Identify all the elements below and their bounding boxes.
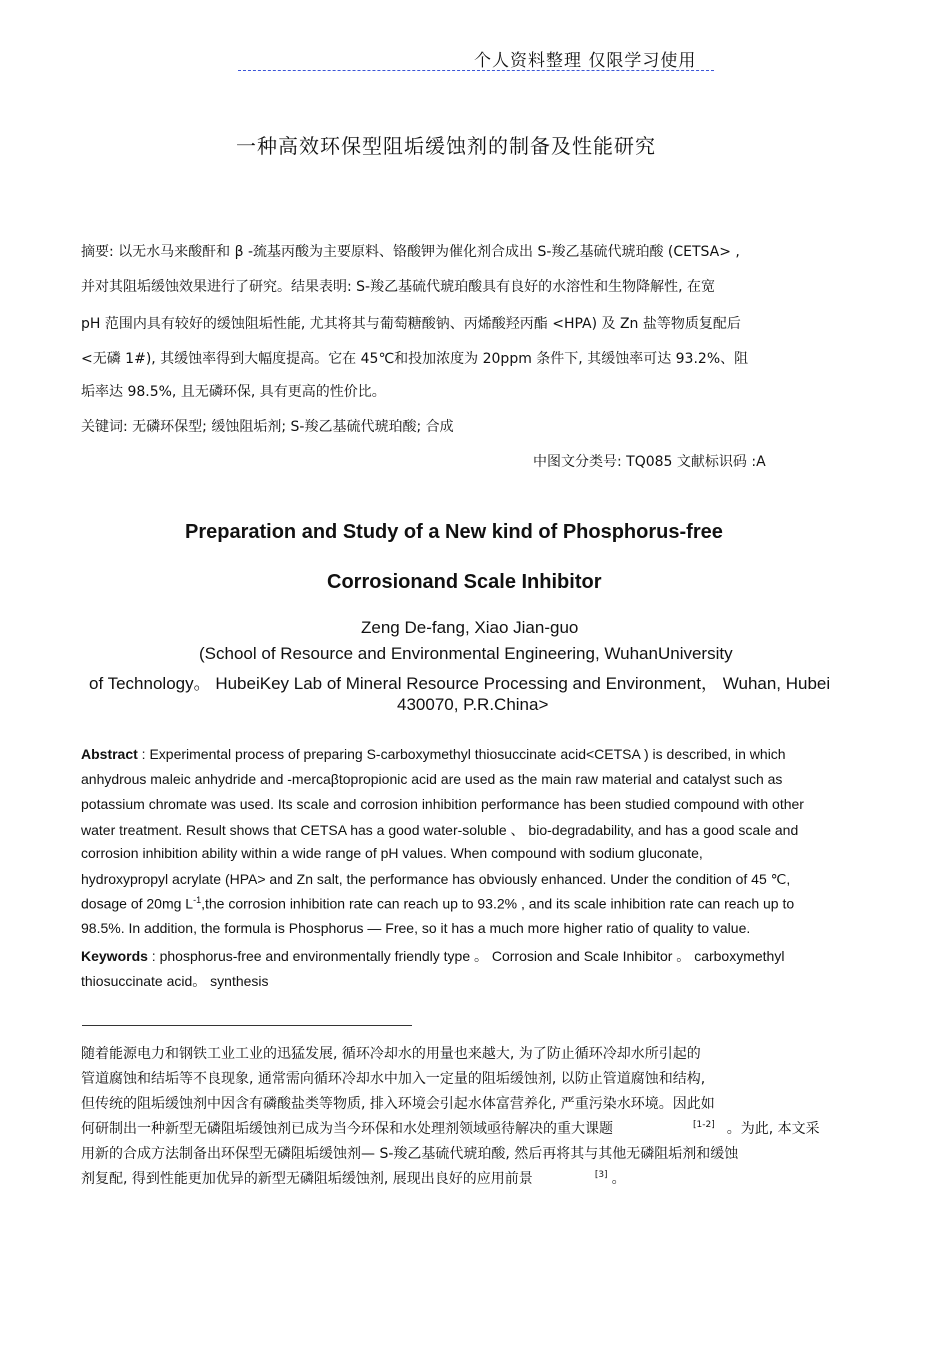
abstract-label: Abstract	[81, 746, 138, 762]
en-abstract-line	[81, 895, 794, 912]
superscript: -1	[193, 895, 202, 905]
cn-classification: 中图文分类号: TQ085 文献标识码 :A	[533, 454, 766, 470]
en-abstract-line: water treatment. Result shows that CETSA has a good water-soluble 、 bio-degradability, and has a good scale and	[81, 822, 799, 838]
cn-abstract-line: 并对其阻垢缓蚀效果进行了研究。结果表明: S-羧乙基硫代琥珀酸具有良好的水溶性和生物降解性, 在宽	[81, 279, 716, 295]
en-abstract-line: hydroxypropyl acrylate (HPA> and Zn salt, the performance has obviously enhanced. Under the condition of 45 ℃,	[81, 871, 791, 887]
affiliation-line2: of Technology。 HubeiKey Lab of Mineral Resource Processing and Environment， Wuhan, Hubei	[89, 674, 831, 693]
body-line: 用新的合成方法制备出环保型无磷阻垢缓蚀剂— S-羧乙基硫代琥珀酸, 然后再将其与其他无磷阻垢剂和缓蚀	[81, 1146, 739, 1162]
body-text: 何研制出一种新型无磷阻垢缓蚀剂已成为当今环保和水处理剂领域亟待解决的重大课题	[81, 1121, 613, 1137]
cn-abstract-line: 摘要: 以无水马来酸酐和 β -巯基丙酸为主要原料、铬酸钾为催化剂合成出 S-羧乙基硫代琥珀酸 (CETSA> ,	[81, 244, 740, 260]
section-divider	[82, 1025, 412, 1026]
citation: [1-2]	[693, 1120, 715, 1131]
cn-keywords: 关键词: 无磷环保型; 缓蚀阻垢剂; S-羧乙基硫代琥珀酸; 合成	[81, 419, 454, 435]
body-line: 但传统的阻垢缓蚀剂中因含有磷酸盐类等物质, 排入环境会引起水体富营养化, 严重污染水环境。因此如	[81, 1096, 715, 1112]
body-text: 。为此, 本文采	[726, 1121, 820, 1137]
en-abstract-text: : Experimental process of preparing S-carboxymethyl thiosuccinate acid<CETSA ) is described, in which	[137, 746, 786, 762]
cn-abstract-line: 垢率达 98.5%, 且无磷环保, 具有更高的性价比。	[81, 384, 386, 400]
authors: Zeng De-fang, Xiao Jian-guo	[361, 618, 579, 637]
keywords-label: Keywords	[81, 948, 148, 964]
en-abstract-line: 98.5%. In addition, the formula is Phosphorus — Free, so it has a much more higher ratio of quality to value.	[81, 920, 751, 936]
en-abstract-line: potassium chromate was used. Its scale and corrosion inhibition performance has been studied compound with other	[81, 796, 804, 812]
en-abstract-text: ,the corrosion inhibition rate can reach up to 93.2% , and its scale inhibition rate can reach up to	[201, 895, 795, 912]
en-abstract-line: anhydrous maleic anhydride and -mercaβtopropionic acid are used as the main raw material and catalyst such as	[81, 771, 783, 787]
affiliation-line3: 430070, P.R.China>	[397, 695, 549, 714]
body-text: 。	[611, 1171, 626, 1187]
header-rule	[238, 70, 714, 71]
cn-abstract-line: <无磷 1#), 其缓蚀率得到大幅度提高。它在 45℃和投加浓度为 20ppm 条件下, 其缓蚀率可达 93.2%、阻	[81, 351, 749, 367]
en-keywords-text: : phosphorus-free and environmentally friendly type 。 Corrosion and Scale Inhibitor 。 carboxymethyl	[147, 948, 785, 964]
en-keywords-line	[81, 946, 784, 966]
cn-abstract-line: pH 范围内具有较好的缓蚀阻垢性能, 尤其将其与葡萄糖酸钠、丙烯酸羟丙酯 <HPA) 及 Zn 盐等物质复配后	[81, 316, 741, 332]
body-line: 管道腐蚀和结垢等不良现象, 通常需向循环冷却水中加入一定量的阻垢缓蚀剂, 以防止管道腐蚀和结构,	[81, 1071, 706, 1087]
citation: [3]	[594, 1170, 608, 1181]
body-line	[81, 1168, 626, 1188]
body-text: 剂复配, 得到性能更加优异的新型无磷阻垢缓蚀剂, 展现出良好的应用前景	[81, 1171, 533, 1187]
en-abstract-line: corrosion inhibition ability within a wide range of pH values. When compound with sodium gluconate,	[81, 845, 703, 861]
en-abstract-line	[81, 746, 786, 762]
en-abstract-text: dosage of 20mg L	[81, 895, 194, 912]
en-keywords-line: thiosuccinate acid。 synthesis	[81, 973, 269, 989]
english-title-line1: Preparation and Study of a New kind of Phosphorus-free	[185, 521, 723, 543]
chinese-title: 一种高效环保型阻垢缓蚀剂的制备及性能研究	[236, 134, 656, 158]
affiliation-line1: (School of Resource and Environmental Engineering, WuhanUniversity	[199, 644, 733, 663]
english-title-line2: Corrosionand Scale Inhibitor	[327, 571, 602, 593]
body-line: 随着能源电力和钢铁工业工业的迅猛发展, 循环冷却水的用量也来越大, 为了防止循环冷却水所引起的	[81, 1046, 701, 1062]
page-header: 个人资料整理 仅限学习使用	[474, 51, 697, 71]
body-line	[81, 1118, 820, 1138]
